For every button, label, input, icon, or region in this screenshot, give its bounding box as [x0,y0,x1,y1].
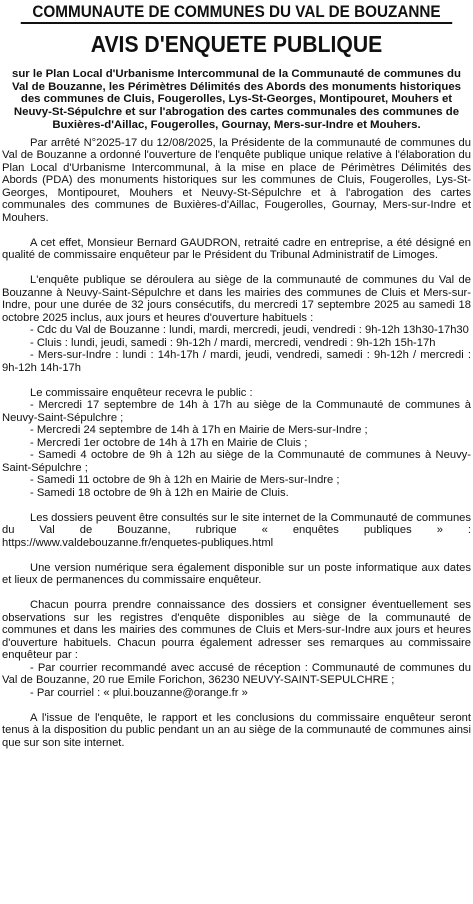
commissaire-paragraph: A cet effet, Monsieur Bernard GAUDRON, retraité cadre en entreprise, a été désigné en qualité de commissaire enquêteur par le Président du Tribunal Administratif de Limoges. [2,236,471,262]
permanence-item: - Samedi 4 octobre de 9h à 12h au siège de la Communauté de communes à Neuvy-Saint-Sépulchre ; [2,449,471,474]
notice-title: AVIS D'ENQUETE PUBLIQUE [90,31,383,57]
permanence-item: - Samedi 18 octobre de 9h à 12h en Mairie de Cluis. [30,486,289,499]
notice-body [2,137,471,750]
dossiers-paragraph: Les dossiers peuvent être consultés sur le site internet de la Communauté de communes du Val de Bouzanne, rubrique « enquêtes publiques » : https://www.valdebouzanne.fr/enquetes-publiques.html [2,511,471,549]
horaires-item: - Cluis : lundi, jeudi, samedi : 9h-12h / mardi, mercredi, vendredi : 9h-12h 15h-17h [30,336,436,349]
permanence-item: - Samedi 11 octobre de 9h à 12h en Mairie de Mers-sur-Indre ; [30,474,340,487]
conclusion-paragraph: A l'issue de l'enquête, le rapport et les conclusions du commissaire enquêteur seront tenus à la disposition du public pendant un an au siège de la communauté de communes ainsi que sur son site internet. [2,711,471,749]
notice-subject: sur le Plan Local d'Urbanisme Intercommunal de la Communauté de communes du Val de Bouzanne, les Périmètres Délimités des Abords des monuments historiques des communes de Cluis, Fougerolles, Lys-St-Georges, Montipouret, Mouhers et Neuvy-St-Sépulchre et sur l'abrogation des cartes communales des communes de Buxières-d'Aillac, Fougerolles, Gournay, Mers-sur-Indre et Mouhers. [11,68,461,131]
horaires-item: - Mers-sur-Indre : lundi : 14h-17h / mardi, jeudi, vendredi, samedi : 9h-12h / mercredi : 9h-12h 14h-17h [2,349,471,374]
permanence-item: - Mercredi 24 septembre de 14h à 17h en Mairie de Mers-sur-Indre ; [30,424,368,437]
arrete-paragraph: Par arrêté N°2025-17 du 12/08/2025, la Présidente de la communauté de communes du Val de Bouzanne a ordonné l'ouverture de l'enquête publique unique relative à l'élaboration du Plan Local d'Urbanisme Intercommunal, à la mise en place de Périmètres Délimités des Abords (PDA) des monuments historiques sur les communes de Cluis, Fougerolles, Lys-St-Georges, Montipouret, Mouhers et Neuvy-St-Sépulchre et à l'abrogation des cartes communales des communes de Buxières-d'Aillac, Fougerolles, Gournay, Mers-sur-Indre et Mouhers. [2,136,471,224]
organization-name: COMMUNAUTE DE COMMUNES DU VAL DE BOUZANNE [21,0,452,24]
permanence-item: - Mercredi 17 septembre de 14h à 17h au siège de la Communauté de communes à Neuvy-Saint-Sépulchre ; [2,399,471,424]
envoi-item: - Par courrier recommandé avec accusé de réception : Communauté de communes du Val de Bouzanne, 20 rue Emile Forichon, 36230 NEUVY-SAINT-SEPULCHRE ; [2,661,471,687]
observations-paragraph: Chacun pourra prendre connaissance des dossiers et consigner éventuellement ses observations sur les registres d'enquête disponibles au siège de la communauté de communes et dans les mairies des communes de Cluis et Mers-sur-Indre aux jours et heures d'ouverture habituels. Chacun pourra également adresser ses remarques au commissaire enquêteur par : [2,599,471,662]
numerique-paragraph: Une version numérique sera également disponible sur un poste informatique aux dates et lieux de permanences du commissaire enquêteur. [2,561,471,587]
deroulement-paragraph: L'enquête publique se déroulera au siège de la communauté de communes du Val de Bouzanne à Neuvy-Saint-Sépulchre et dans les mairies des communes de Cluis et Mers-sur-Indre, pour une durée de 32 jours consécutifs, du mercredi 17 septembre 2025 au samedi 18 octobre 2025 inclus, aux jours et heures d'ouverture habituels : [2,274,471,324]
envoi-item: - Par courriel : « plui.bouzanne@orange.fr » [30,686,248,699]
permanences-intro: Le commissaire enquêteur recevra le public : [30,386,253,399]
permanence-item: - Mercredi 1er octobre de 14h à 17h en Mairie de Cluis ; [30,436,308,449]
horaires-item: - Cdc du Val de Bouzanne : lundi, mardi, mercredi, jeudi, vendredi : 9h-12h 13h30-17h30 [30,324,469,337]
